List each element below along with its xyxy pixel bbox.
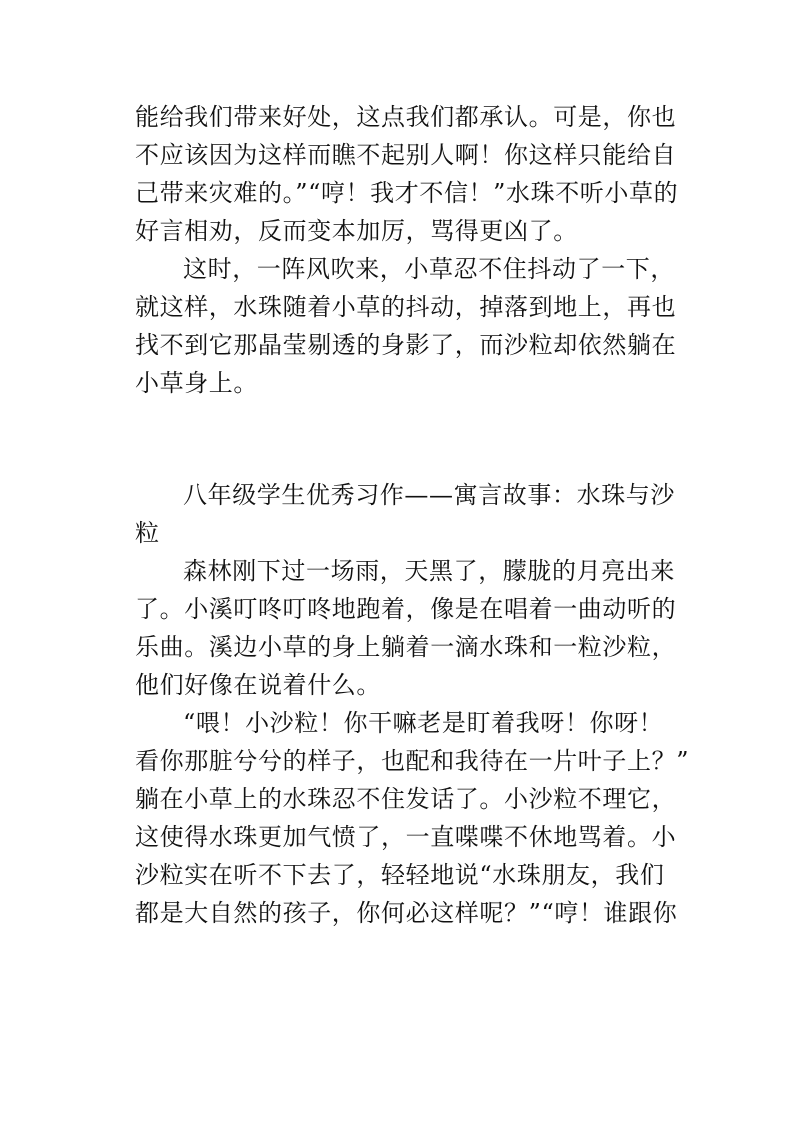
text-line: “喂！小沙粒！你干嘛老是盯着我呀！你呀！ [183,709,664,737]
article-title-line: 粒 [135,519,160,547]
text-line: 都是大自然的孩子，你何必这样呢？”“哼！谁跟你 [135,899,678,927]
text-line: 森林刚下过一场雨，天黑了，朦胧的月亮出来 [183,557,675,585]
text-line: 己带来灾难的。”“哼！我才不信！”水珠不听小草的 [135,179,679,207]
text-line: 能给我们带来好处，这点我们都承认。可是，你也 [135,103,677,131]
text-line: 小草身上。 [135,369,258,397]
text-line: 沙粒实在听不下去了，轻轻地说“水珠朋友，我们 [135,861,665,889]
text-line: 看你那脏兮兮的样子，也配和我待在一片叶子上？” [135,747,690,775]
text-line: 不应该因为这样而瞧不起别人啊！你这样只能给自 [135,141,677,169]
text-line: 找不到它那晶莹剔透的身影了，而沙粒却依然躺在 [135,331,677,359]
text-line: 这时，一阵风吹来，小草忍不住抖动了一下， [183,255,675,283]
text-line: 好言相劝，反而变本加厉，骂得更凶了。 [135,217,578,245]
text-line: 乐曲。溪边小草的身上躺着一滴水珠和一粒沙粒， [135,633,677,661]
text-line: 了。小溪叮咚叮咚地跑着，像是在唱着一曲动听的 [135,595,677,623]
text-line: 躺在小草上的水珠忍不住发话了。小沙粒不理它， [135,785,677,813]
text-line: 这使得水珠更加气愤了，一直喋喋不休地骂着。小 [135,823,677,851]
article-title-line: 八年级学生优秀习作——寓言故事：水珠与沙 [183,481,675,509]
text-line: 就这样，水珠随着小草的抖动，掉落到地上，再也 [135,293,677,321]
text-line: 他们好像在说着什么。 [135,671,381,699]
